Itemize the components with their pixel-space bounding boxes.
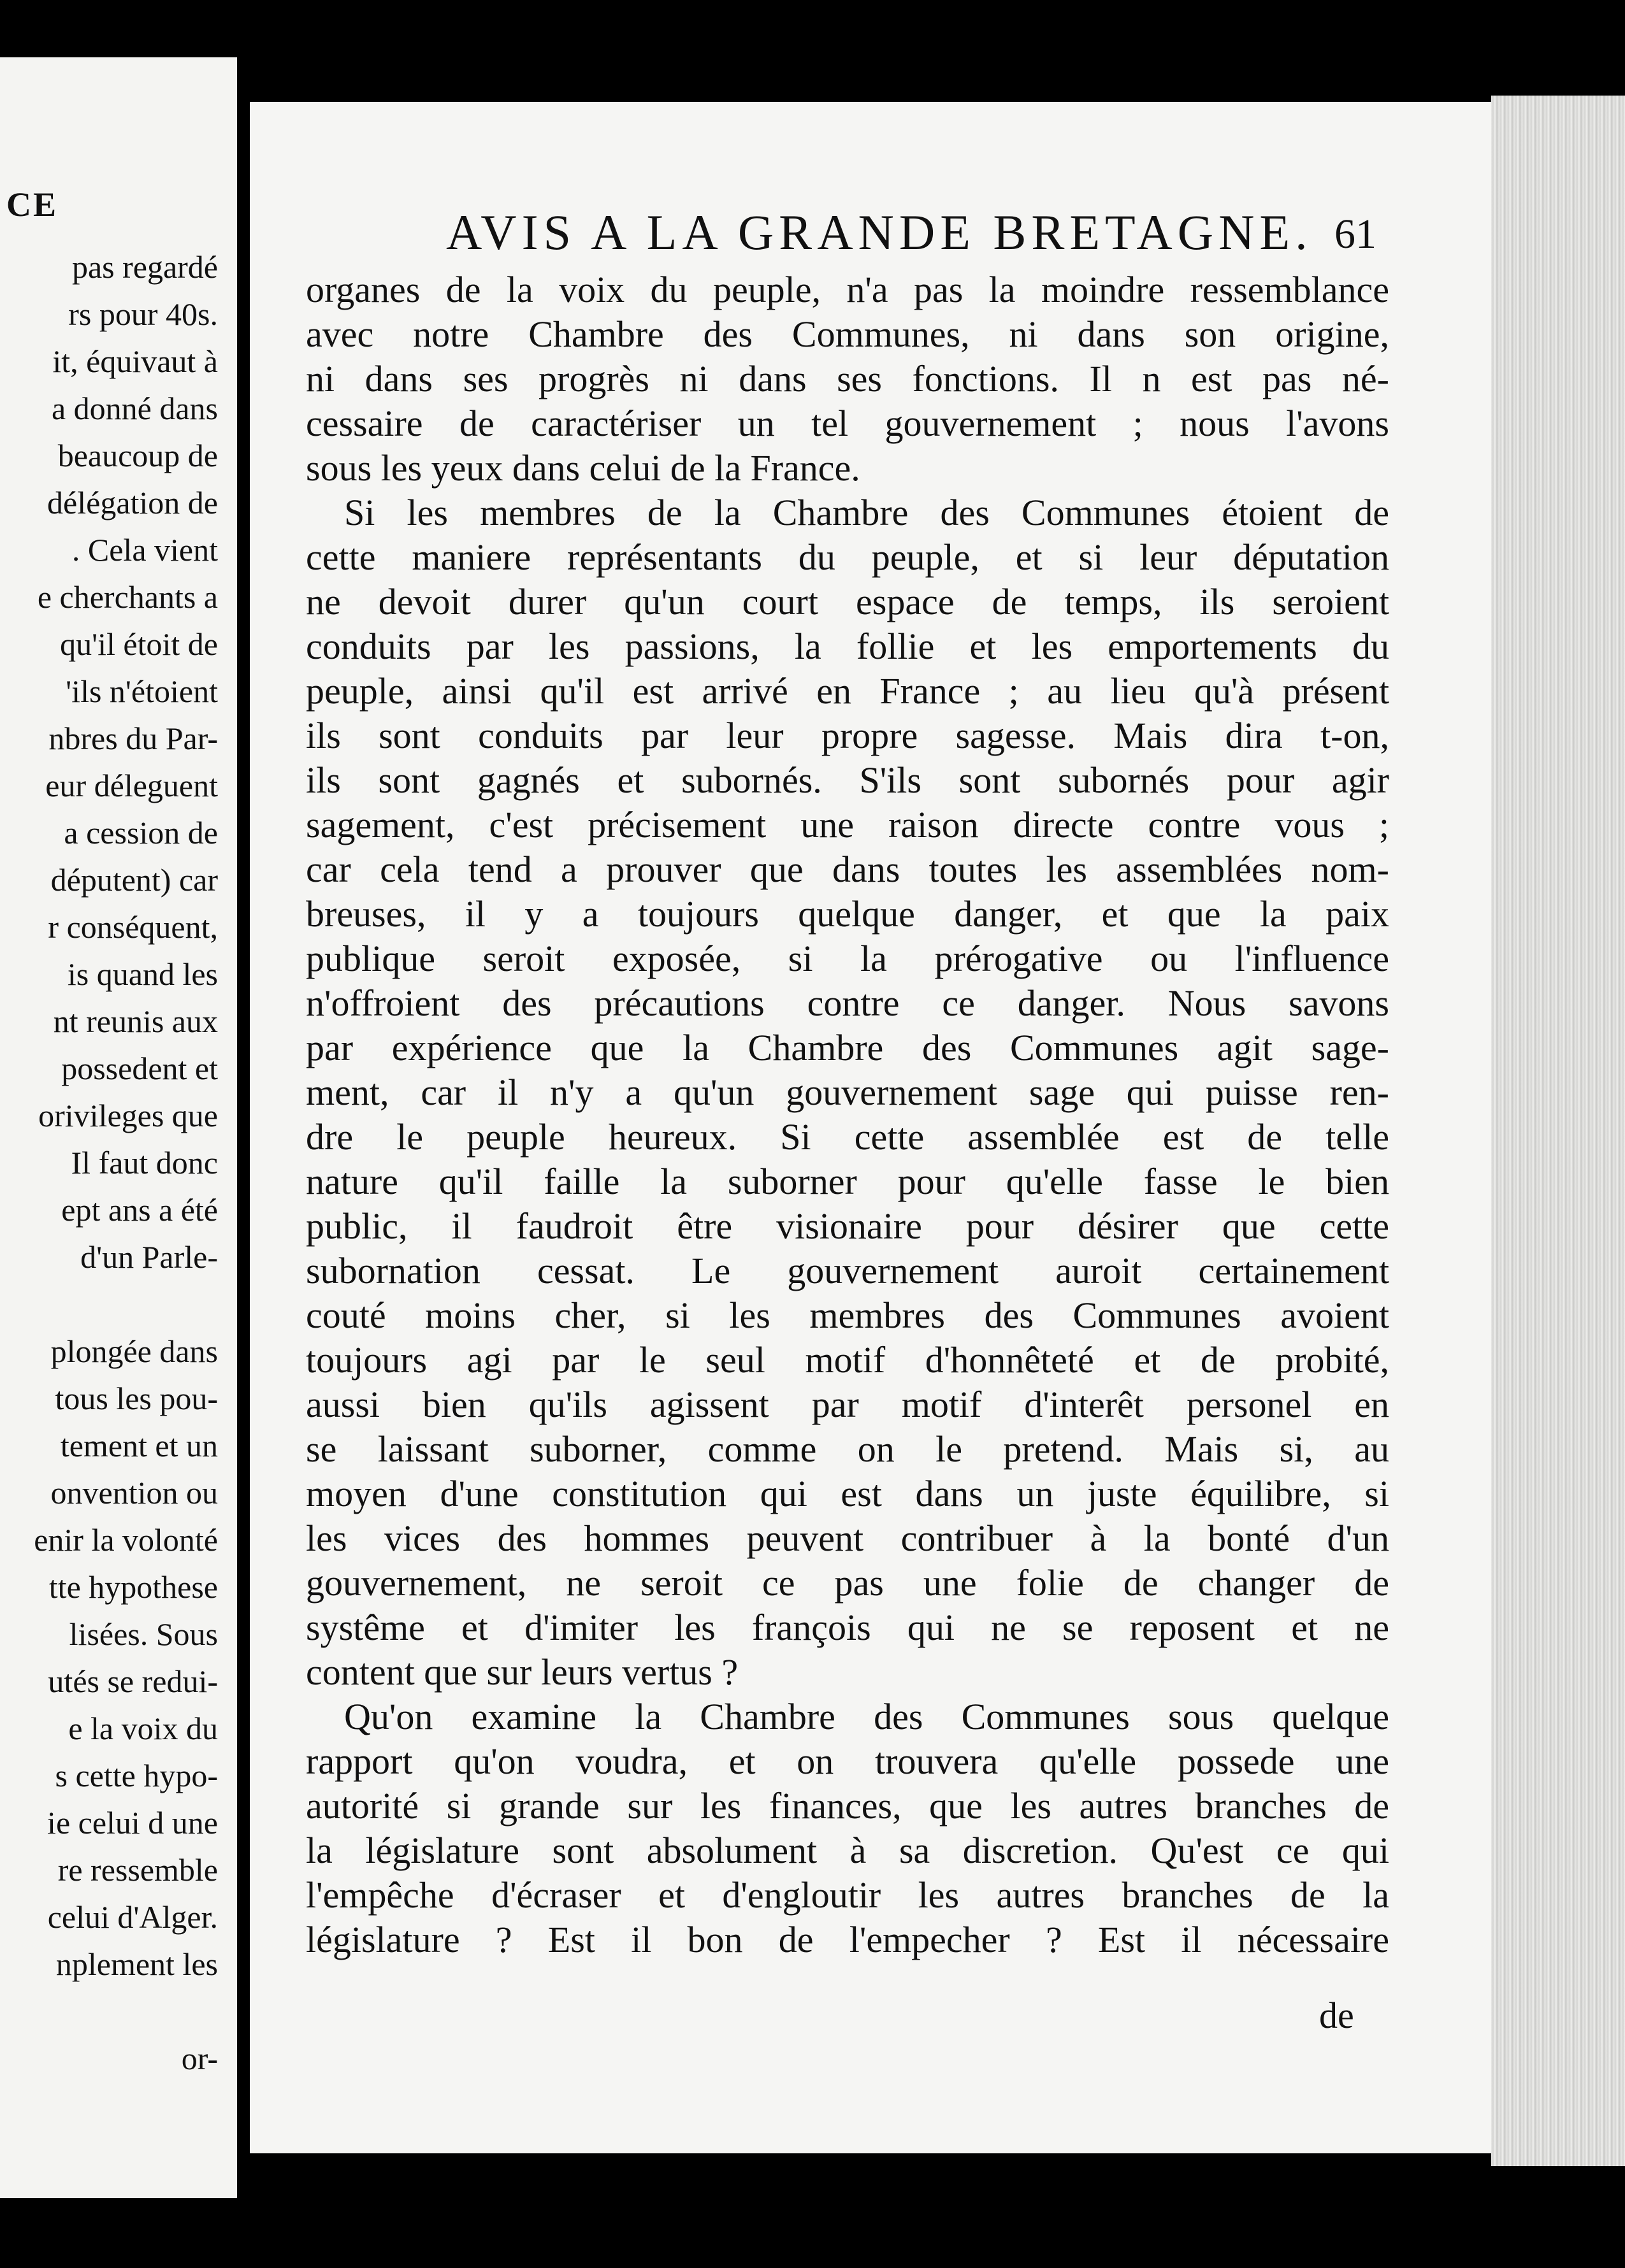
left-page-line: nbres du Par- <box>48 721 218 756</box>
left-page-line: nplement les <box>55 1946 218 1982</box>
text-line: breuses, il y a toujours quelque danger, et que la paix <box>306 893 1389 935</box>
text-line: ils sont conduits par leur propre sagesse. Mais dira t-on, <box>306 715 1389 756</box>
left-page-line: orivileges que <box>38 1098 218 1133</box>
text-line: ne devoit durer qu'un court espace de temps, ils seroient <box>306 581 1389 622</box>
text-line: couté moins cher, si les membres des Communes avoient <box>306 1295 1389 1336</box>
text-line: publique seroit exposée, si la prérogative ou l'influence <box>306 938 1389 979</box>
text-line: autorité si grande sur les finances, que les autres branches de <box>306 1785 1389 1827</box>
text-line: Si les membres de la Chambre des Communes étoient de <box>344 492 1389 533</box>
left-page-line: enir la volonté <box>34 1522 218 1558</box>
left-page-line: tte hypothese <box>48 1569 218 1605</box>
page-number: 61 <box>1334 211 1376 257</box>
left-page-line: e cherchants a <box>37 579 218 615</box>
running-head-title: AVIS A LA GRANDE BRETAGNE. <box>446 205 1313 260</box>
text-line: se laissant suborner, comme on le pretend. Mais si, au <box>306 1428 1389 1470</box>
text-line: les vices des hommes peuvent contribuer à la bonté d'un <box>306 1518 1389 1559</box>
left-page-line: ie celui d une <box>47 1805 218 1841</box>
left-page-line: a donné dans <box>51 391 218 426</box>
text-line: rapport qu'on voudra, et on trouvera qu'elle possede une <box>306 1740 1389 1782</box>
catchword: de <box>1319 1995 1354 2036</box>
left-page-line: r conséquent, <box>48 909 218 945</box>
left-page-line: celui d'Alger. <box>47 1899 218 1935</box>
left-page-line: lisées. Sous <box>69 1616 218 1652</box>
left-page-line: délégation de <box>47 485 218 520</box>
left-page-line: possedent et <box>61 1051 218 1086</box>
left-page-header: CE <box>6 185 59 224</box>
text-line: systême et d'imiter les françois qui ne se reposent et ne <box>306 1607 1389 1648</box>
text-line: content que sur leurs vertus ? <box>306 1651 739 1693</box>
left-page-line: . Cela vient <box>71 532 218 568</box>
text-line: peuple, ainsi qu'il est arrivé en France ; au lieu qu'à présent <box>306 670 1389 712</box>
text-line: n'offroient des précautions contre ce danger. Nous savons <box>306 982 1389 1024</box>
text-line: conduits par les passions, la follie et les emportements du <box>306 626 1389 667</box>
text-line: gouvernement, ne seroit ce pas une folie de changer de <box>306 1562 1389 1604</box>
left-page-line: pas regardé <box>71 249 218 285</box>
text-line: la législature sont absolument à sa discretion. Qu'est ce qui <box>306 1830 1389 1871</box>
text-line: subornation cessat. Le gouvernement auroit certainement <box>306 1250 1389 1291</box>
text-line: Qu'on examine la Chambre des Communes sous quelque <box>344 1696 1389 1737</box>
text-line: sous les yeux dans celui de la France. <box>306 447 860 489</box>
left-page-line: plongée dans <box>50 1333 218 1369</box>
text-line: ni dans ses progrès ni dans ses fonctions. Il n est pas né- <box>306 358 1389 399</box>
left-page-line: or- <box>181 2041 218 2076</box>
text-line: moyen d'une constitution qui est dans un juste équilibre, si <box>306 1473 1389 1514</box>
left-page-line: utés se redui- <box>48 1663 218 1699</box>
left-page-line: ept ans a été <box>61 1192 218 1228</box>
text-line: toujours agi par le seul motif d'honnêteté et de probité, <box>306 1339 1389 1381</box>
left-page-line: 'ils n'étoient <box>66 673 218 709</box>
left-page-line: nt reunis aux <box>53 1003 218 1039</box>
text-line: nature qu'il faille la suborner pour qu'elle fasse le bien <box>306 1161 1389 1202</box>
body-text <box>306 268 1389 1962</box>
left-page-line: eur déleguent <box>45 768 218 803</box>
text-line: aussi bien qu'ils agissent par motif d'interêt personel en <box>306 1384 1389 1425</box>
left-page-line: beaucoup de <box>57 438 218 473</box>
text-line: ment, car il n'y a qu'un gouvernement sage qui puisse ren- <box>306 1072 1389 1113</box>
left-page-line: députent) car <box>50 862 218 898</box>
left-page-line: tous les pou- <box>55 1381 218 1416</box>
text-line: cette maniere représentants du peuple, et si leur députation <box>306 536 1389 578</box>
text-line: dre le peuple heureux. Si cette assemblée est de telle <box>306 1116 1389 1158</box>
text-line: public, il faudroit être visionaire pour désirer que cette <box>306 1205 1389 1247</box>
text-line: l'empêche d'écraser et d'engloutir les autres branches de la <box>306 1874 1389 1916</box>
text-line: avec notre Chambre des Communes, ni dans son origine, <box>306 313 1389 355</box>
left-page-line: Il faut donc <box>71 1145 218 1181</box>
text-line: législature ? Est il bon de l'empecher ? Est il nécessaire <box>306 1919 1389 1960</box>
left-page-line: onvention ou <box>50 1475 218 1511</box>
left-page-line: e la voix du <box>68 1711 218 1746</box>
left-page-line: rs pour 40s. <box>68 296 218 332</box>
left-page-line: it, équivaut à <box>52 343 218 379</box>
left-page-line: d'un Parle- <box>80 1239 218 1275</box>
page-edges <box>1491 96 1625 2166</box>
left-page-line: a cession de <box>64 815 218 850</box>
text-line: par expérience que la Chambre des Communes agit sage- <box>306 1027 1389 1068</box>
text-line: cessaire de caractériser un tel gouvernement ; nous l'avons <box>306 403 1389 444</box>
text-line: organes de la voix du peuple, n'a pas la moindre ressemblance <box>306 269 1389 310</box>
text-line: car cela tend a prouver que dans toutes les assemblées nom- <box>306 849 1389 890</box>
left-page <box>0 57 237 2198</box>
text-line: sagement, c'est précisement une raison directe contre vous ; <box>306 804 1389 845</box>
left-page-text <box>0 57 237 2198</box>
left-page-line: is quand les <box>67 956 218 992</box>
left-page-line: qu'il étoit de <box>60 626 218 662</box>
left-page-line: tement et un <box>60 1428 218 1463</box>
left-page-line: s cette hypo- <box>55 1758 218 1793</box>
text-line: ils sont gagnés et subornés. S'ils sont subornés pour agir <box>306 759 1389 801</box>
left-page-line: re ressemble <box>57 1852 218 1888</box>
